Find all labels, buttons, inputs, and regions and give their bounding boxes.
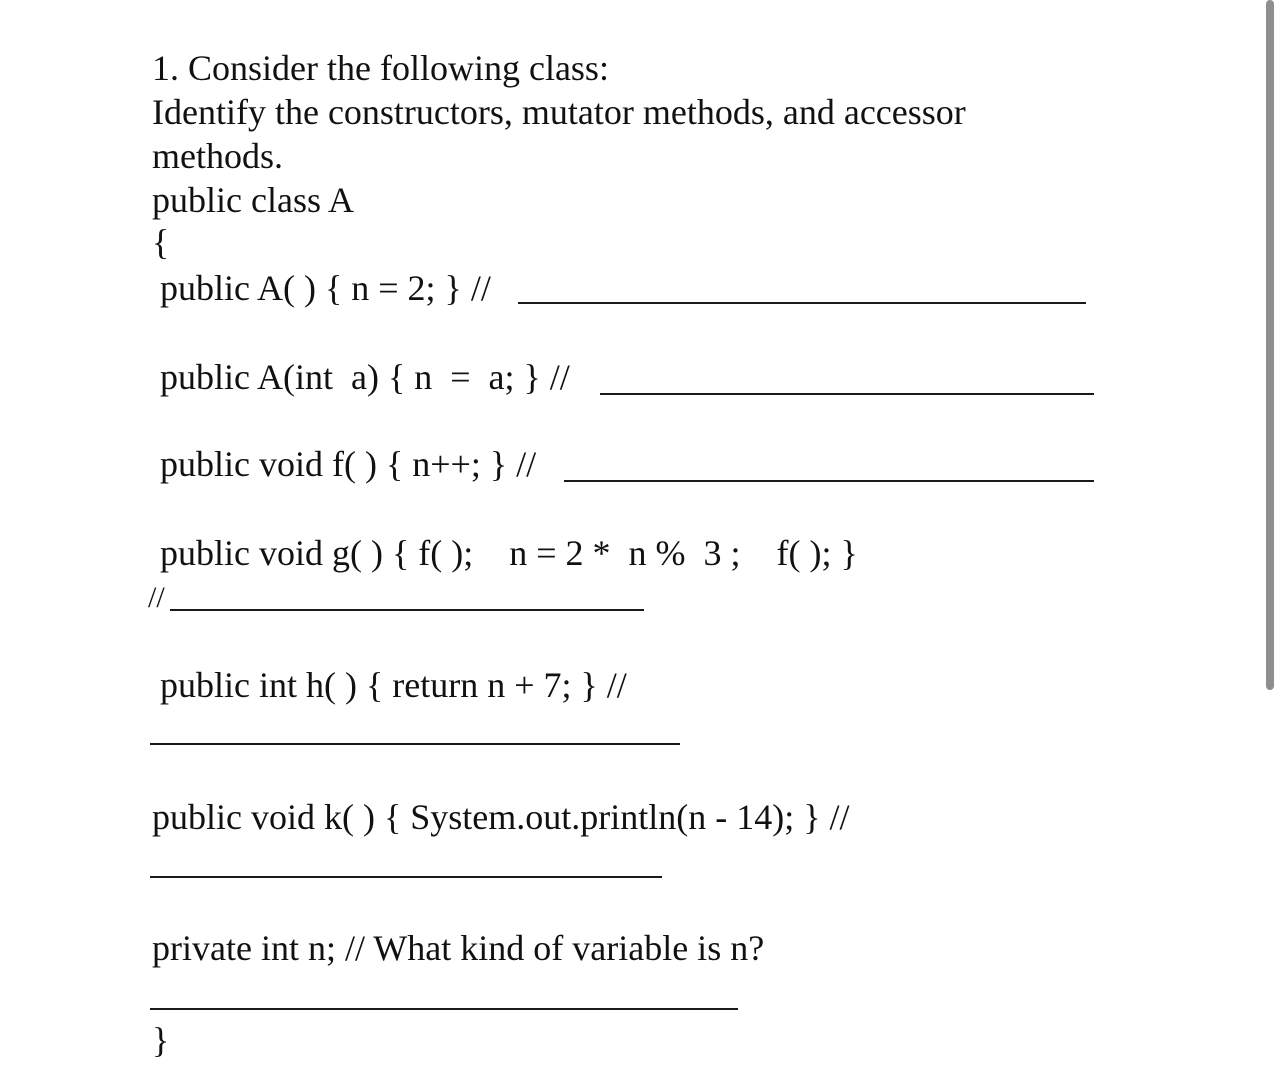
method-g-answer-blank[interactable] <box>170 609 644 611</box>
method-f-answer-blank[interactable] <box>564 480 1094 482</box>
constructor-default-answer-blank[interactable] <box>518 302 1086 304</box>
constructor-default-line: public A( ) { n = 2; } // <box>160 268 491 308</box>
method-k-answer-blank[interactable] <box>150 876 662 878</box>
method-h-answer-blank[interactable] <box>150 743 680 745</box>
question-instruction-line2: methods. <box>152 136 283 176</box>
method-k-line: public void k( ) { System.out.println(n - 14); } // <box>152 797 850 837</box>
constructor-param-answer-blank[interactable] <box>600 393 1094 395</box>
class-close-brace: } <box>152 1020 170 1060</box>
field-n-answer-blank[interactable] <box>150 1008 738 1010</box>
question-heading: 1. Consider the following class: <box>152 48 609 88</box>
constructor-param-line: public A(int a) { n = a; } // <box>160 357 570 397</box>
class-open-brace: { <box>152 222 170 262</box>
class-declaration: public class A <box>152 180 354 220</box>
vertical-scrollbar[interactable] <box>1266 0 1274 690</box>
method-h-line: public int h( ) { return n + 7; } // <box>160 665 627 705</box>
question-instruction-line1: Identify the constructors, mutator methods, and accessor <box>152 92 966 132</box>
field-n-line: private int n; // What kind of variable is n? <box>152 928 765 968</box>
method-g-line: public void g( ) { f( ); n = 2 * n % 3 ; f( ); } <box>160 533 858 573</box>
method-f-line: public void f( ) { n++; } // <box>160 444 537 484</box>
method-g-comment: // <box>148 581 165 614</box>
